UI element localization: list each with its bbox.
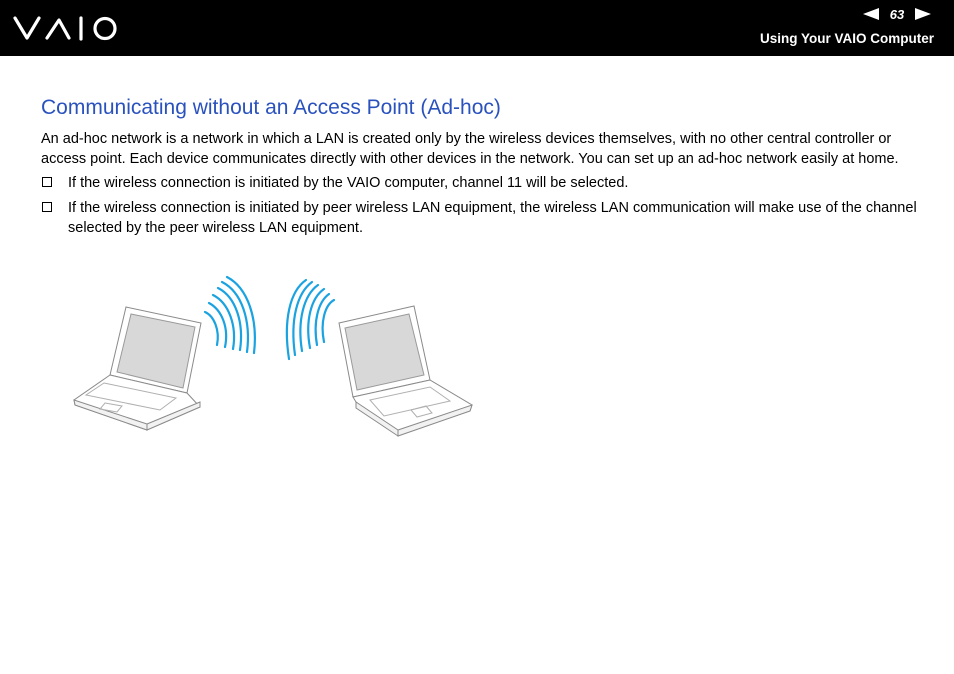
bullet-list xyxy=(41,173,921,238)
wireless-signal-icon xyxy=(287,280,334,359)
right-arrow-icon[interactable] xyxy=(912,6,934,22)
intro-paragraph: An ad-hoc network is a network in which a LAN is created only by the wireless devices themselves, with no other central controller or access point. Each device communicates directly with other devices in the network. You can set up an ad-hoc network easily at home. xyxy=(41,131,899,167)
laptop-icon xyxy=(339,306,472,436)
page-navigation xyxy=(860,6,934,22)
left-arrow-icon[interactable] xyxy=(860,6,882,22)
wireless-signal-icon xyxy=(205,277,255,353)
checkbox-bullet-icon xyxy=(42,202,52,212)
page-number: 63 xyxy=(889,6,905,22)
adhoc-illustration xyxy=(60,270,490,445)
list-item xyxy=(41,198,921,238)
list-item-text: If the wireless connection is initiated by the VAIO computer, channel 11 will be selected. xyxy=(68,175,629,191)
main-content xyxy=(41,95,921,243)
header-bar xyxy=(0,0,954,56)
section-title[interactable]: Using Your VAIO Computer xyxy=(759,31,934,46)
list-item xyxy=(41,173,921,193)
vaio-logo xyxy=(13,14,121,42)
laptop-icon xyxy=(74,307,201,430)
checkbox-bullet-icon xyxy=(42,177,52,187)
page-title: Communicating without an Access Point (Ad-hoc) xyxy=(41,96,501,119)
list-item-text: If the wireless connection is initiated by peer wireless LAN equipment, the wireless LAN communication will make use of the channel selected by the peer wireless LAN equipment. xyxy=(68,200,917,236)
